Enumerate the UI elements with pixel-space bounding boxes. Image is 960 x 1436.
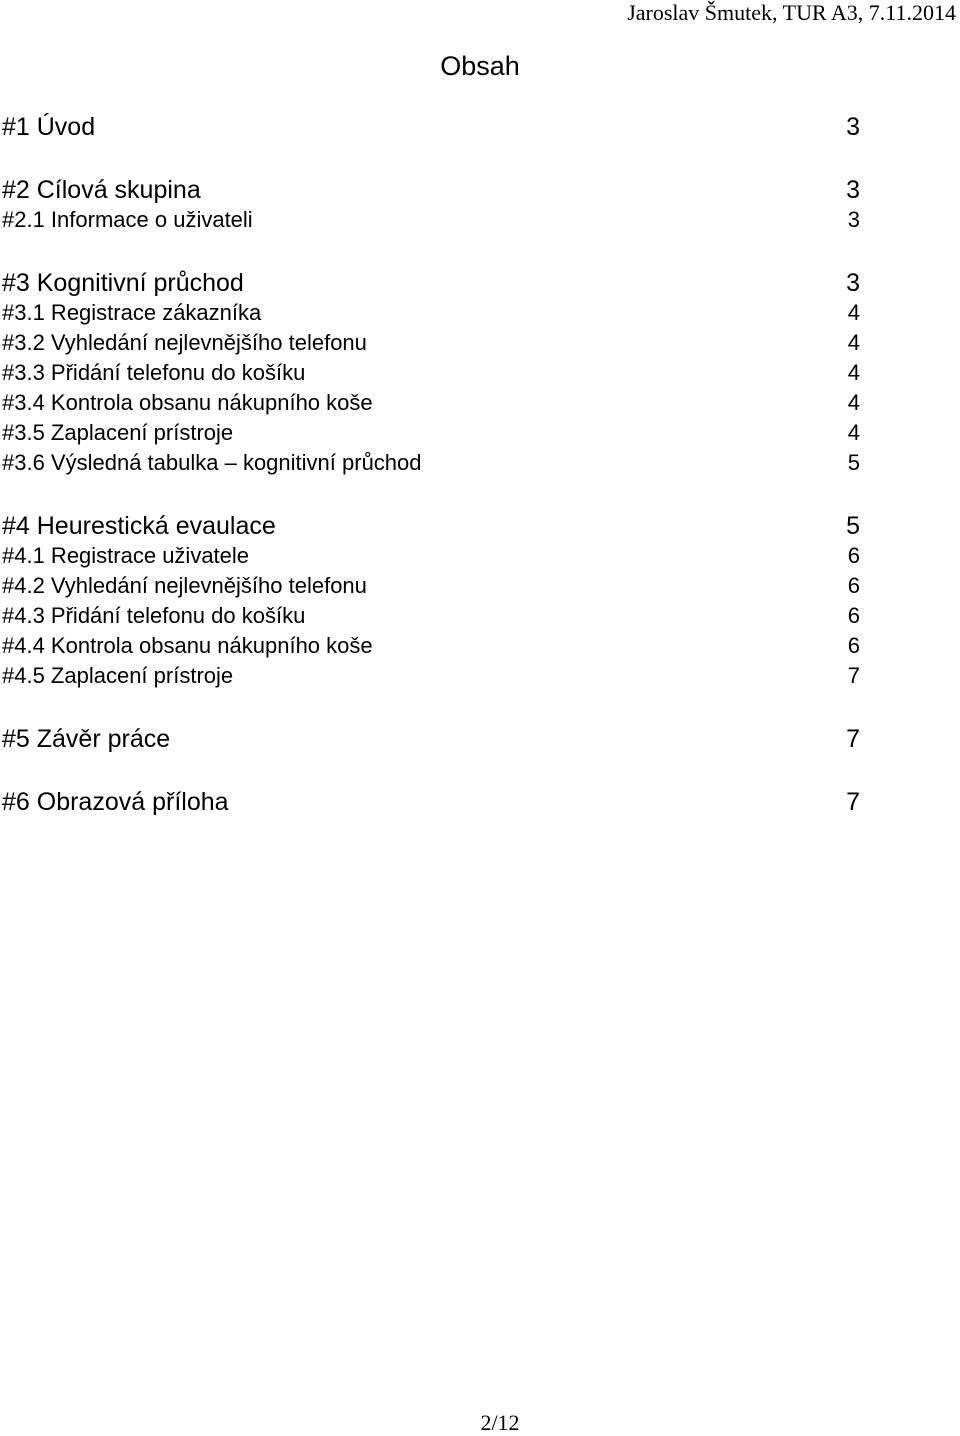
toc-entry[interactable] bbox=[2, 268, 860, 298]
toc-entry-label: #3.5 Zaplacení prístroje bbox=[2, 420, 234, 445]
toc-entry-label: #4 Heurestická evaulace bbox=[2, 512, 276, 540]
toc-entry-page: 4 bbox=[847, 330, 860, 355]
toc-entry-page: 3 bbox=[846, 113, 860, 141]
toc-entry-label: #3 Kognitivní průchod bbox=[2, 269, 244, 297]
toc-entry[interactable] bbox=[2, 787, 860, 817]
toc-entry-label: #4.1 Registrace uživatele bbox=[2, 543, 250, 568]
toc-entry-page: 4 bbox=[847, 420, 860, 445]
toc-entry-page: 3 bbox=[846, 176, 860, 204]
toc-entry-label: #3.4 Kontrola obsanu nákupního koše bbox=[2, 390, 373, 415]
table-of-contents bbox=[2, 112, 860, 817]
toc-entry-page: 4 bbox=[847, 390, 860, 415]
toc-entry[interactable] bbox=[2, 358, 860, 388]
toc-entry-label: #6 Obrazová příloha bbox=[2, 788, 229, 816]
toc-entry-page: 5 bbox=[847, 450, 860, 475]
toc-entry-page: 6 bbox=[847, 573, 860, 598]
toc-entry-page: 7 bbox=[846, 725, 860, 753]
toc-entry-page: 4 bbox=[847, 360, 860, 385]
toc-entry-page: 7 bbox=[846, 788, 860, 816]
toc-entry-label: #4.3 Přidání telefonu do košíku bbox=[2, 603, 306, 628]
toc-entry-label: #3.6 Výsledná tabulka – kognitivní průchod bbox=[2, 450, 422, 475]
toc-entry[interactable] bbox=[2, 298, 860, 328]
toc-entry-label: #2.1 Informace o uživateli bbox=[2, 207, 253, 232]
toc-entry[interactable] bbox=[2, 175, 860, 205]
toc-entry-label: #5 Závěr práce bbox=[2, 725, 171, 753]
toc-entry-label: #2 Cílová skupina bbox=[2, 176, 201, 204]
page-number: 2/12 bbox=[480, 1410, 520, 1435]
toc-entry-page: 5 bbox=[846, 512, 860, 540]
page-title: Obsah bbox=[440, 51, 520, 81]
toc-entry-label: #3.2 Vyhledání nejlevnějšího telefonu bbox=[2, 330, 367, 355]
toc-entry[interactable] bbox=[2, 661, 860, 691]
toc-entry-page: 7 bbox=[847, 663, 860, 688]
toc-entry[interactable] bbox=[2, 112, 860, 142]
toc-entry-label: #3.3 Přidání telefonu do košíku bbox=[2, 360, 306, 385]
toc-entry[interactable] bbox=[2, 724, 860, 754]
toc-entry[interactable] bbox=[2, 541, 860, 571]
toc-entry-label: #1 Úvod bbox=[2, 113, 96, 141]
toc-entry-page: 6 bbox=[847, 633, 860, 658]
toc-entry-label: #4.4 Kontrola obsanu nákupního koše bbox=[2, 633, 373, 658]
toc-entry-page: 3 bbox=[847, 207, 860, 232]
toc-entry[interactable] bbox=[2, 205, 860, 235]
toc-entry[interactable] bbox=[2, 631, 860, 661]
toc-entry-page: 6 bbox=[847, 603, 860, 628]
toc-entry[interactable] bbox=[2, 571, 860, 601]
toc-entry-page: 4 bbox=[847, 300, 860, 325]
toc-entry[interactable] bbox=[2, 511, 860, 541]
toc-entry-page: 6 bbox=[847, 543, 860, 568]
toc-entry[interactable] bbox=[2, 328, 860, 358]
running-header: Jaroslav Šmutek, TUR A3, 7.11.2014 bbox=[627, 0, 956, 25]
toc-entry[interactable] bbox=[2, 448, 860, 478]
toc-entry-page: 3 bbox=[846, 269, 860, 297]
toc-entry-label: #3.1 Registrace zákazníka bbox=[2, 300, 262, 325]
toc-entry-label: #4.5 Zaplacení prístroje bbox=[2, 663, 234, 688]
toc-entry-label: #4.2 Vyhledání nejlevnějšího telefonu bbox=[2, 573, 367, 598]
toc-entry[interactable] bbox=[2, 388, 860, 418]
toc-entry[interactable] bbox=[2, 418, 860, 448]
toc-entry[interactable] bbox=[2, 601, 860, 631]
